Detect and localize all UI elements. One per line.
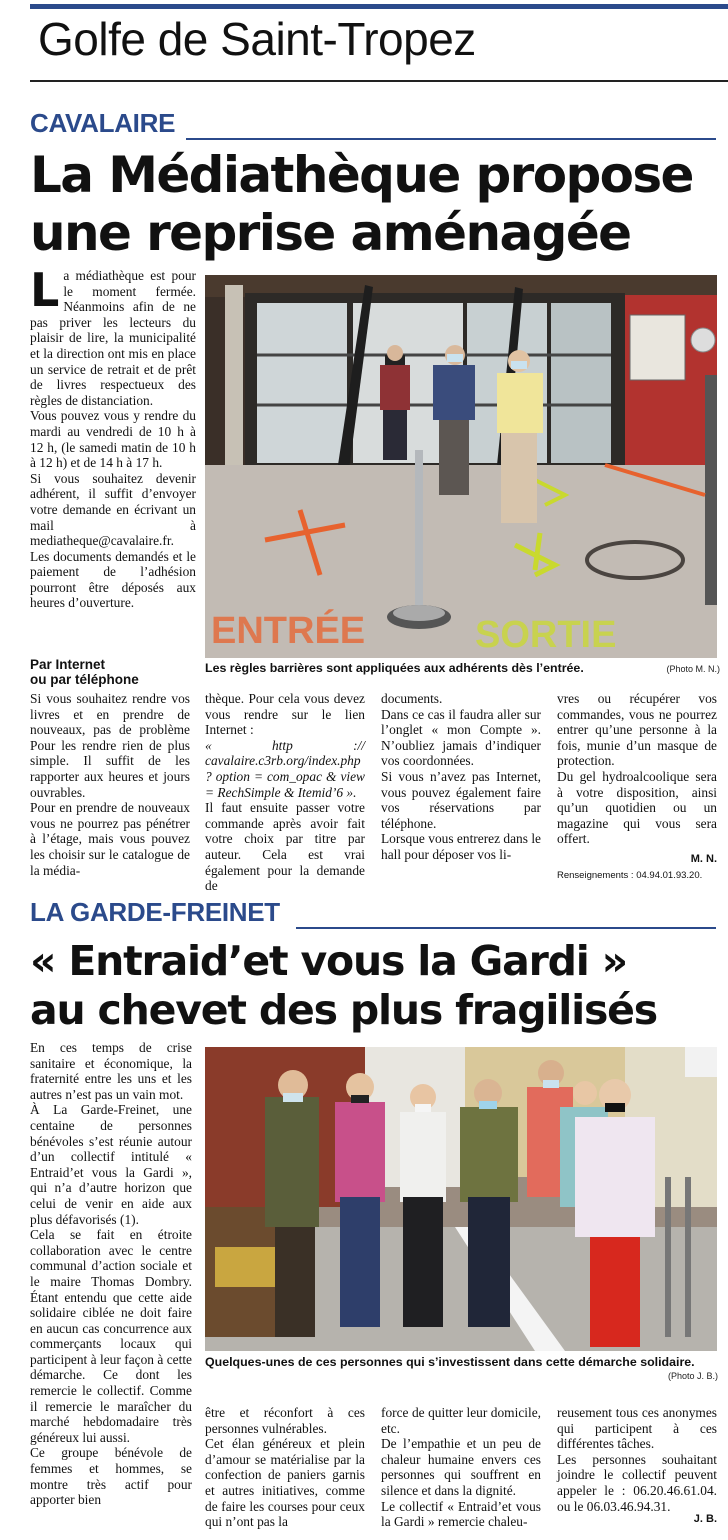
article1-headline-line1: La Médiathèque propose: [30, 146, 693, 204]
dropcap: L: [30, 263, 60, 317]
article2-photo: [205, 1047, 717, 1351]
article2-photo-credit: (Photo J. B.): [667, 1371, 718, 1381]
article1-column-3: [381, 691, 541, 863]
article1-col1-p1: Si vous souhaitez rendre vos livres et en prendre de nouveaux, pas de problème Pour les rendre rien de plus simple. Il suffit de les rapporter aux heures et jours ouvrables.: [30, 691, 190, 800]
article1-headline: [30, 146, 720, 262]
section-rule: [30, 80, 728, 82]
volunteers-group-illustration: [205, 1047, 717, 1351]
mediatheque-entrance-illustration: [205, 275, 717, 658]
article1-photo-caption: Les règles barrières sont appliquées aux adhérents dès l’entrée.: [205, 661, 584, 675]
article1-kicker: CAVALAIRE: [30, 108, 176, 138]
article1-col4-p1: vres ou récupérer vos commandes, vous ne pourrez entrer qu’une personne à la fois, munie d’un masque de protection.: [557, 691, 717, 769]
article2-headline: [30, 937, 720, 1035]
article2-signature: J. B.: [693, 1513, 717, 1525]
floor-text-entree: ENTRÉE: [211, 610, 366, 652]
article1-photo: [205, 275, 717, 658]
article2-column-2: [205, 1405, 365, 1530]
article2-headline-line2: au chevet des plus fragilisés: [30, 986, 657, 1034]
article2-col2-p1: être et réconfort à ces personnes vulnérables.: [205, 1405, 365, 1436]
article2-intro-column: [30, 1040, 192, 1508]
article2-intro-p3: Cela se fait en étroite collaboration avec le centre communal d’action sociale et le maire Thomas Dombry. Étant entendu que cette aide solidaire ciblée ne doit faire en aucun cas concurrence aux commerçants locaux qui participent à leur façon à cette démarche. Ce dont les remercie le collectif. Comme il remercie le maraîcher du marché hebdomadaire très généreux lui aussi.: [30, 1227, 192, 1445]
article1-intro-p2: Vous pouvez vous y rendre du mardi au vendredi de 10 h à 12 h, (le samedi matin de 10 h à 12 h) et de 14 h à 17 h.: [30, 408, 196, 471]
article1-headline-line2: une reprise aménagée: [30, 204, 631, 262]
article1-col3-p1: documents.: [381, 691, 443, 706]
article1-column-1: [30, 691, 190, 878]
article1-col3-p2: Dans ce cas il faudra aller sur l’onglet « mon Compte ». N’oubliez jamais d’indiquer vos coordonnées.: [381, 706, 541, 769]
article2-col3-p1: force de quitter leur domicile, etc.: [381, 1405, 541, 1436]
article1-col2-p1: thèque. Pour cela vous devez vous rendre sur le lien Internet :: [205, 691, 365, 738]
article2-intro-p4: Ce groupe bénévole de femmes et hommes, se montre très actif pour apporter bien: [30, 1445, 192, 1508]
article2-photo-caption: Quelques-unes de ces personnes qui s’investissent dans cette démarche solidaire.: [205, 1355, 695, 1369]
article1-col3-p4: Lorsque vous entrerez dans le hall pour déposer vos li-: [381, 831, 541, 862]
section-title: Golfe de Saint-Tropez: [38, 13, 476, 65]
article1-col3-p3: Si vous n’avez pas Internet, vous pouvez également faire vos réservations par téléphone.: [381, 768, 541, 831]
article2-col3-p3: Le collectif « Entraid’et vous la Gardi » remercie chaleu-: [381, 1498, 541, 1530]
article1-col4-p2: Du gel hydroalcoolique sera à votre disposition, ainsi qu’un quotidien ou un magazine qui vous sera offert.: [557, 768, 717, 847]
top-bar: [30, 4, 728, 9]
article2-intro-p2: À La Garde-Freinet, une centaine de personnes bénévoles s’est réunie autour d’un collectif intitulé « Entraid’et vous la Gardi », qui n’a d’autre horizon que celui de venir en aide aux plus défavorisés (1).: [30, 1102, 192, 1227]
article1-intro-p1: La médiathèque est pour le moment fermée. Néanmoins afin de ne pas priver les lecteurs du plaisir de lire, la municipalité et la direction ont mis en place un service de retrait et de prêt de livres respectueux des règles de distanciation.: [30, 263, 196, 408]
article1-intro-p4: Les documents demandés et le paiement de l’adhésion pourront être déposés aux heures d’ouverture.: [30, 548, 196, 611]
article2-col4-p2: Les personnes souhaitant joindre le collectif peuvent appeler le : 06.20.46.61.04. ou le 06.03.46.94.31.: [557, 1451, 717, 1514]
article1-col2-link: « http :// cavalaire.c3rb.org/index.php ? option = com_opac & view = RechSimple & Itemid’6 ».: [205, 737, 365, 800]
article1-intro-p3: Si vous souhaitez devenir adhérent, il suffit d’envoyer votre demande en écrivant un mail à mediatheque@cavalaire.fr.: [30, 470, 196, 549]
article2-column-4: [557, 1405, 717, 1514]
article2-column-3: [381, 1405, 541, 1530]
article1-col1-p2: Pour en prendre de nouveaux vous ne pourrez pas pénétrer à l’étage, mais vous pouvez les choisir sur le catalogue de la média-: [30, 800, 190, 878]
article1-kicker-rule: [186, 138, 716, 140]
article1-subhead: Par Internet ou par téléphone: [30, 657, 139, 687]
article1-photo-credit: (Photo M. N.): [666, 664, 720, 674]
article2-intro-p1: En ces temps de crise sanitaire et économique, la fraternité entre les uns et les autres n’est pas un vain mot.: [30, 1040, 192, 1102]
article1-intro-column: [30, 263, 196, 611]
floor-text-sortie: SORTIE: [475, 614, 617, 656]
article2-col4-p1: reusement tous ces anonymes qui participent à ces différentes tâches.: [557, 1405, 717, 1452]
article1-signature: M. N.: [690, 853, 717, 865]
article2-col2-p2: Cet élan généreux et plein d’amour se matérialise par la confection de paniers garnis et autres initiatives, comme de faire les courses pour ceux qui n’ont pas la: [205, 1436, 365, 1530]
article2-headline-line1: « Entraid’et vous la Gardi »: [30, 937, 627, 985]
article2-kicker: LA GARDE-FREINET: [30, 897, 280, 927]
article2-col3-p2: De l’empathie et un peu de chaleur humaine envers ces personnes qui souffrent en silence et dans la dignité.: [381, 1436, 541, 1498]
article1-info: Renseignements : 04.94.01.93.20.: [557, 870, 703, 881]
article1-column-4: [557, 691, 717, 847]
article1-col2-p2: Il faut ensuite passer votre commande après avoir fait votre choix par titre par auteur. Cela est vrai également pour la demande de: [205, 800, 365, 894]
article2-kicker-rule: [296, 927, 716, 929]
article1-column-2: [205, 691, 365, 894]
